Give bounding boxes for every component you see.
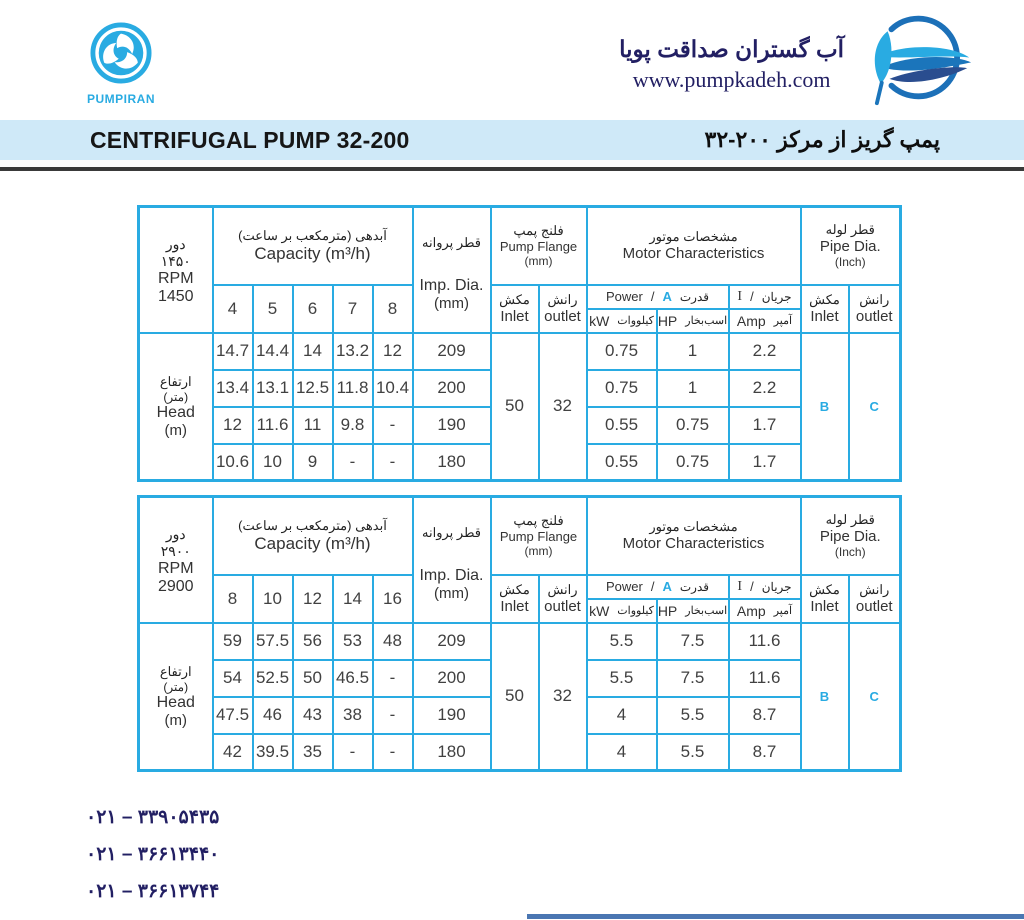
hp-value: 1 bbox=[657, 370, 729, 407]
flange-outlet-header: رانش outlet bbox=[539, 285, 587, 333]
pipe-unit: (Inch) bbox=[834, 545, 866, 560]
rpm-label-en: RPM bbox=[157, 560, 194, 578]
rpm-header-cell bbox=[139, 207, 213, 333]
amp-header: Amp آمپر bbox=[729, 309, 801, 333]
power-marker: A bbox=[662, 289, 672, 304]
capacity-col-header: 8 bbox=[213, 575, 253, 623]
motor-header-cell bbox=[587, 497, 801, 575]
pipe-label-en: Pipe Dia. bbox=[819, 238, 881, 256]
pipe-label-en: Pipe Dia. bbox=[819, 528, 881, 546]
hp-value: 7.5 bbox=[657, 623, 729, 660]
pumpkadeh-wave-icon bbox=[858, 6, 990, 108]
rpm-value-fa: ۱۴۵۰ bbox=[160, 253, 191, 270]
pipe-inlet-value: B bbox=[801, 333, 849, 481]
kw-value: 4 bbox=[587, 734, 657, 771]
amp-value: 8.7 bbox=[729, 734, 801, 771]
kw-value: 0.55 bbox=[587, 407, 657, 444]
hp-value: 0.75 bbox=[657, 407, 729, 444]
motor-header-cell bbox=[587, 207, 801, 285]
capacity-value: 14.7 bbox=[213, 333, 253, 370]
capacity-value: 9 bbox=[293, 444, 333, 481]
pipe-label-fa: قطر لوله bbox=[825, 222, 875, 238]
amp-value: 1.7 bbox=[729, 407, 801, 444]
amp-value: 1.7 bbox=[729, 444, 801, 481]
capacity-value: 53 bbox=[333, 623, 373, 660]
amp-value: 11.6 bbox=[729, 623, 801, 660]
spec-table-rpm-2900 bbox=[137, 495, 902, 772]
current-header: I / جریان bbox=[729, 575, 801, 599]
capacity-value: 56 bbox=[293, 623, 333, 660]
capacity-value: 43 bbox=[293, 697, 333, 734]
capacity-value: - bbox=[373, 660, 413, 697]
page-title-fa-model: ۳۲-۲۰۰ bbox=[704, 127, 771, 152]
impeller-header-cell bbox=[413, 497, 491, 623]
kw-value: 4 bbox=[587, 697, 657, 734]
pipe-outlet-value: C bbox=[849, 333, 901, 481]
impeller-value: 180 bbox=[413, 734, 491, 771]
pumpiran-swirl-icon bbox=[90, 22, 152, 84]
hp-value: 5.5 bbox=[657, 697, 729, 734]
capacity-value: 57.5 bbox=[253, 623, 293, 660]
page-title-fa-text: پمپ گریز از مرکز bbox=[777, 127, 940, 152]
pipe-inlet-header: مکش Inlet bbox=[801, 285, 849, 333]
pipe-header-cell bbox=[801, 207, 901, 285]
capacity-value: 50 bbox=[293, 660, 333, 697]
rpm-value-en: 1450 bbox=[157, 288, 194, 306]
rpm-label-en: RPM bbox=[157, 270, 194, 288]
impeller-value: 209 bbox=[413, 333, 491, 370]
impeller-label-en: Imp. Dia. bbox=[419, 277, 484, 295]
capacity-value: 38 bbox=[333, 697, 373, 734]
impeller-unit: (mm) bbox=[434, 295, 469, 313]
capacity-header-cell bbox=[213, 497, 413, 575]
header-divider-rule bbox=[0, 167, 1024, 171]
pipe-inlet-value: B bbox=[801, 623, 849, 771]
hp-value: 5.5 bbox=[657, 734, 729, 771]
capacity-col-header: 7 bbox=[333, 285, 373, 333]
flange-inlet-value: 50 bbox=[491, 623, 539, 771]
power-header: Power / A قدرت bbox=[587, 285, 729, 309]
pipe-inlet-header: مکش Inlet bbox=[801, 575, 849, 623]
capacity-value: 46 bbox=[253, 697, 293, 734]
kw-value: 0.75 bbox=[587, 370, 657, 407]
pipe-outlet-value: C bbox=[849, 623, 901, 771]
hp-value: 7.5 bbox=[657, 660, 729, 697]
head-label-cell: ارتفاع (متر) Head (m) bbox=[139, 623, 213, 771]
capacity-value: 59 bbox=[213, 623, 253, 660]
hp-header: HP اسب‌بخار bbox=[657, 599, 729, 623]
pipe-header-cell bbox=[801, 497, 901, 575]
spec-tables bbox=[137, 205, 902, 772]
capacity-value: 11 bbox=[293, 407, 333, 444]
kw-value: 0.55 bbox=[587, 444, 657, 481]
amp-value: 2.2 bbox=[729, 333, 801, 370]
phone-line: ۰۲۱ – ۳۳۹۰۵۴۳۵ bbox=[86, 807, 220, 828]
capacity-value: - bbox=[373, 697, 413, 734]
flange-label-en: Pump Flange bbox=[499, 529, 578, 545]
pipe-unit: (Inch) bbox=[834, 255, 866, 270]
impeller-label-en: Imp. Dia. bbox=[419, 567, 484, 585]
flange-inlet-header: مکش Inlet bbox=[491, 285, 539, 333]
impeller-value: 200 bbox=[413, 660, 491, 697]
pipe-outlet-header: رانش outlet bbox=[849, 285, 901, 333]
rpm-value-fa: ۲۹۰۰ bbox=[160, 543, 191, 560]
capacity-value: 35 bbox=[293, 734, 333, 771]
capacity-value: 12 bbox=[213, 407, 253, 444]
capacity-value: 42 bbox=[213, 734, 253, 771]
flange-unit: (mm) bbox=[524, 544, 553, 559]
phone-numbers bbox=[86, 799, 219, 910]
motor-label-en: Motor Characteristics bbox=[622, 535, 765, 553]
amp-value: 11.6 bbox=[729, 660, 801, 697]
power-header: Power / A قدرت bbox=[587, 575, 729, 599]
capacity-value: 39.5 bbox=[253, 734, 293, 771]
capacity-value: - bbox=[333, 444, 373, 481]
pumpiran-wordmark: PUMPIRAN bbox=[86, 92, 155, 106]
website-link[interactable]: www.pumpkadeh.com bbox=[632, 66, 831, 92]
rpm-label-fa: دور bbox=[165, 526, 186, 543]
capacity-value: 13.1 bbox=[253, 370, 293, 407]
amp-value: 2.2 bbox=[729, 370, 801, 407]
power-marker: A bbox=[662, 579, 672, 594]
kw-header: kW کیلووات bbox=[587, 599, 657, 623]
capacity-col-header: 10 bbox=[253, 575, 293, 623]
flange-unit: (mm) bbox=[524, 254, 553, 269]
motor-label-en: Motor Characteristics bbox=[622, 245, 765, 263]
impeller-label-fa: قطر پروانه bbox=[422, 235, 481, 251]
capacity-col-header: 14 bbox=[333, 575, 373, 623]
head-label-cell: ارتفاع (متر) Head (m) bbox=[139, 333, 213, 481]
capacity-header-cell bbox=[213, 207, 413, 285]
capacity-value: - bbox=[333, 734, 373, 771]
pumpiran-logo-block bbox=[82, 22, 160, 106]
rpm-value-en: 2900 bbox=[157, 578, 194, 596]
impeller-unit: (mm) bbox=[434, 585, 469, 603]
kw-value: 5.5 bbox=[587, 660, 657, 697]
capacity-value: 48 bbox=[373, 623, 413, 660]
flange-header-cell bbox=[491, 207, 587, 285]
phone-line: ۰۲۱ – ۳۶۶۱۳۷۴۴ bbox=[86, 881, 220, 902]
footer-accent-line bbox=[527, 914, 1024, 919]
flange-label-en: Pump Flange bbox=[499, 239, 578, 255]
kw-header: kW کیلووات bbox=[587, 309, 657, 333]
capacity-value: 12.5 bbox=[293, 370, 333, 407]
company-brand-block bbox=[619, 6, 990, 108]
impeller-value: 190 bbox=[413, 407, 491, 444]
capacity-value: 14 bbox=[293, 333, 333, 370]
flange-label-fa: فلنج پمپ bbox=[513, 223, 564, 239]
impeller-value: 200 bbox=[413, 370, 491, 407]
phone-line: ۰۲۱ – ۳۶۶۱۳۴۴۰ bbox=[86, 844, 220, 865]
flange-outlet-value: 32 bbox=[539, 623, 587, 771]
amp-header: Amp آمپر bbox=[729, 599, 801, 623]
capacity-value: 10.4 bbox=[373, 370, 413, 407]
capacity-col-header: 16 bbox=[373, 575, 413, 623]
capacity-label-en: Capacity (m³/h) bbox=[254, 243, 371, 263]
amp-value: 8.7 bbox=[729, 697, 801, 734]
capacity-value: 13.4 bbox=[213, 370, 253, 407]
rpm-header-cell bbox=[139, 497, 213, 623]
capacity-value: 12 bbox=[373, 333, 413, 370]
pipe-outlet-header: رانش outlet bbox=[849, 575, 901, 623]
capacity-value: - bbox=[373, 407, 413, 444]
motor-label-fa: مشخصات موتور bbox=[649, 519, 738, 535]
capacity-col-header: 5 bbox=[253, 285, 293, 333]
kw-value: 0.75 bbox=[587, 333, 657, 370]
capacity-value: 10 bbox=[253, 444, 293, 481]
page-title-fa bbox=[699, 127, 940, 153]
capacity-value: - bbox=[373, 444, 413, 481]
impeller-value: 209 bbox=[413, 623, 491, 660]
impeller-value: 190 bbox=[413, 697, 491, 734]
capacity-col-header: 8 bbox=[373, 285, 413, 333]
capacity-value: 10.6 bbox=[213, 444, 253, 481]
capacity-value: 47.5 bbox=[213, 697, 253, 734]
impeller-value: 180 bbox=[413, 444, 491, 481]
capacity-value: 52.5 bbox=[253, 660, 293, 697]
kw-value: 5.5 bbox=[587, 623, 657, 660]
capacity-label-en: Capacity (m³/h) bbox=[254, 533, 371, 553]
hp-value: 1 bbox=[657, 333, 729, 370]
rpm-label-fa: دور bbox=[165, 236, 186, 253]
capacity-label-fa: آبدهی (مترمکعب بر ساعت) bbox=[238, 517, 387, 533]
capacity-col-header: 6 bbox=[293, 285, 333, 333]
flange-inlet-value: 50 bbox=[491, 333, 539, 481]
hp-value: 0.75 bbox=[657, 444, 729, 481]
capacity-label-fa: آبدهی (مترمکعب بر ساعت) bbox=[238, 227, 387, 243]
company-name: آب گستران صداقت پویا bbox=[619, 35, 844, 62]
spec-table-rpm-1450 bbox=[137, 205, 902, 482]
title-band bbox=[0, 120, 1024, 160]
capacity-value: - bbox=[373, 734, 413, 771]
flange-outlet-header: رانش outlet bbox=[539, 575, 587, 623]
capacity-value: 11.8 bbox=[333, 370, 373, 407]
capacity-value: 46.5 bbox=[333, 660, 373, 697]
flange-label-fa: فلنج پمپ bbox=[513, 513, 564, 529]
capacity-value: 14.4 bbox=[253, 333, 293, 370]
capacity-value: 11.6 bbox=[253, 407, 293, 444]
hp-header: HP اسب‌بخار bbox=[657, 309, 729, 333]
motor-label-fa: مشخصات موتور bbox=[649, 229, 738, 245]
impeller-label-fa: قطر پروانه bbox=[422, 525, 481, 541]
flange-inlet-header: مکش Inlet bbox=[491, 575, 539, 623]
flange-outlet-value: 32 bbox=[539, 333, 587, 481]
capacity-col-header: 12 bbox=[293, 575, 333, 623]
capacity-value: 54 bbox=[213, 660, 253, 697]
capacity-col-header: 4 bbox=[213, 285, 253, 333]
impeller-header-cell bbox=[413, 207, 491, 333]
current-header: I / جریان bbox=[729, 285, 801, 309]
page-title-en: CENTRIFUGAL PUMP 32-200 bbox=[90, 126, 410, 153]
capacity-value: 9.8 bbox=[333, 407, 373, 444]
pipe-label-fa: قطر لوله bbox=[825, 512, 875, 528]
flange-header-cell bbox=[491, 497, 587, 575]
capacity-value: 13.2 bbox=[333, 333, 373, 370]
